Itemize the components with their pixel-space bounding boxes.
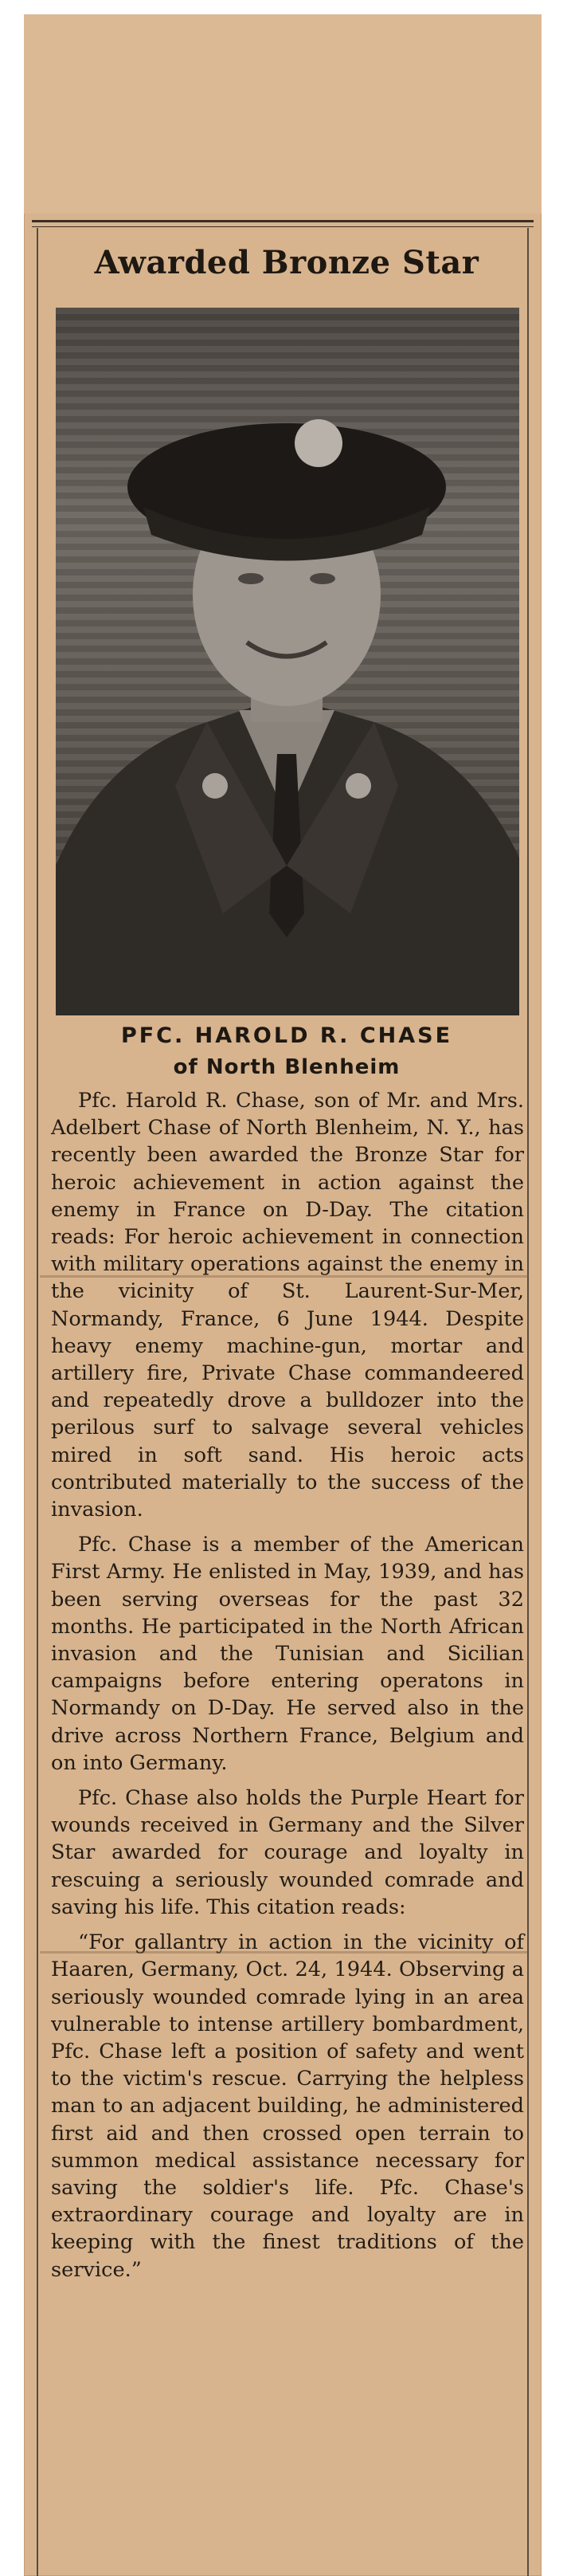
portrait-illustration — [56, 308, 519, 1015]
column-border-right — [527, 228, 529, 2576]
article-paragraph: Pfc. Chase also holds the Purple Heart for wounds received in Germany and the Silver Star awarded for courage and loyalty in rescuing a seriously wounded comrade and saving his life. This citation reads: — [51, 1786, 524, 1919]
article-paragraph: Pfc. Harold R. Chase, son of Mr. and Mrs. Adelbert Chase of North Blenheim, N. Y., has recently been awarded the Bronze Star for heroic achievement in action against the enemy in France on D-Day. The citation reads: For heroic achievement in connection with military operations against the enemy in the vicinity of St. Laurent-Sur-Mer, Normandy, France, 6 June 1944. Despite heavy enemy machine-gun, mortar and artillery fire, Private Chase commandeered and repeatedly drove a bulldozer into the perilous surf to salvage several vehicles mired in soft sand. His heroic acts contributed materially to the success of the invasion. — [51, 1089, 524, 1522]
citation-quote: “For gallantry in action in the vicinity of Haaren, Germany, Oct. 24, 1944. Observing a seriously wounded comrade lying in an area vulnerable to intense artillery bombardment, Pfc. Chase left a position of safety and went to the victim's rescue. Carrying the helpless man to an adjacent building, he administered first aid and then crossed open terrain to summon medical assistance necessary for saving the soldier's life. Pfc. Chase's extraordinary courage and loyalty are in keeping with the finest traditions of the service.” — [51, 1930, 524, 2282]
article-body — [51, 1087, 524, 2291]
article-paragraph: Pfc. Chase is a member of the American First Army. He enlisted in May, 1939, and has been serving overseas for the past 32 months. He participated in the North African invasion and the Tunisian and Sicilian campaigns before entering operatons in Normandy on D-Day. He served also in the drive across Northern France, Belgium and on into Germany. — [51, 1533, 524, 1775]
soldier-portrait-photo — [56, 308, 519, 1015]
paper-fold-line — [40, 1951, 529, 1954]
newspaper-clipping — [24, 14, 542, 2576]
top-rule-thin — [32, 226, 534, 227]
caption-place: of North Blenheim — [173, 1055, 401, 1079]
paper-fold-line — [40, 1275, 529, 1278]
blank-margin-strip — [24, 14, 542, 214]
top-rule — [32, 220, 534, 222]
headline: Awarded Bronze Star — [94, 244, 479, 281]
column-border-left — [37, 228, 38, 2576]
caption-name: PFC. HAROLD R. CHASE — [120, 1023, 453, 1048]
